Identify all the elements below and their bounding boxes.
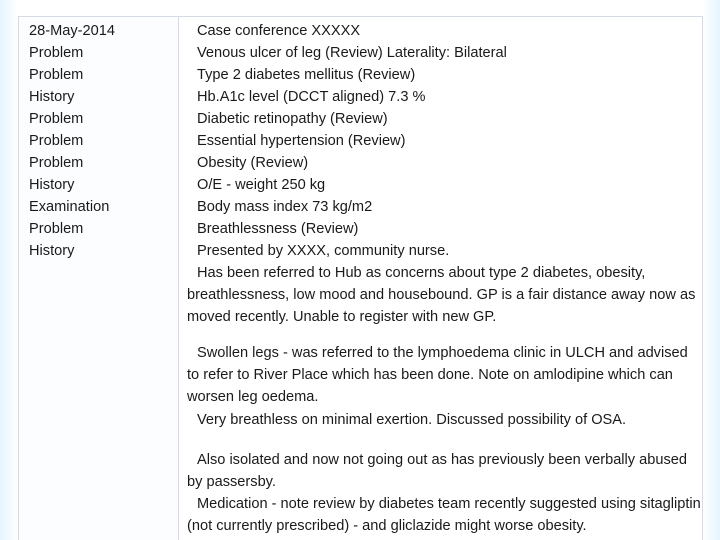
entry-detail: Essential hypertension (Review) — [197, 133, 406, 149]
entry-detail: O/E - weight 250 kg — [197, 177, 326, 193]
note-paragraph: Has been referred to Hub as concerns about type 2 diabetes, obesity, breathlessness, low mood and housebound. GP is a fair distance away now as moved recently. Unable to register with new GP. — [187, 265, 696, 325]
entry-detail: Presented by XXXX, community nurse. — [197, 243, 450, 259]
entry-title: Case conference XXXXX — [197, 23, 361, 39]
entry-type: Problem — [29, 221, 84, 237]
clinical-record-table — [18, 16, 703, 540]
entry-type: Problem — [29, 133, 84, 149]
entry-detail: Obesity (Review) — [197, 155, 309, 171]
entry-detail-column — [179, 17, 702, 540]
entry-detail: Hb.A1c level (DCCT aligned) 7.3 % — [197, 89, 426, 105]
entry-date: 28-May-2014 — [29, 23, 115, 39]
entry-detail: Type 2 diabetes mellitus (Review) — [197, 67, 416, 83]
entry-detail: Breathlessness (Review) — [197, 221, 359, 237]
entry-type: Examination — [29, 199, 110, 215]
note-paragraph: Swollen legs - was referred to the lymphoedema clinic in ULCH and advised to refer to River Place which has been done. Note on amlodipine which can worsen leg oedema. — [187, 345, 688, 405]
entry-type: Problem — [29, 67, 84, 83]
entry-type: Problem — [29, 45, 84, 61]
note-paragraph: Medication - note review by diabetes team recently suggested using sitagliptin (not currently prescribed) - and gliclazide might worse obesity. — [187, 496, 701, 534]
entry-detail: Venous ulcer of leg (Review) Laterality: Bilateral — [197, 45, 507, 61]
entry-type: Problem — [29, 155, 84, 171]
entry-type: History — [29, 243, 75, 259]
entry-detail: Diabetic retinopathy (Review) — [197, 111, 388, 127]
entry-type-column — [19, 17, 179, 540]
note-paragraph: Very breathless on minimal exertion. Discussed possibility of OSA. — [197, 412, 627, 428]
note-paragraph: Also isolated and now not going out as has previously been verbally abused by passersby. — [187, 452, 688, 490]
entry-detail: Body mass index 73 kg/m2 — [197, 199, 373, 215]
entry-type: Problem — [29, 111, 84, 127]
entry-type: History — [29, 177, 75, 193]
entry-type: History — [29, 89, 75, 105]
